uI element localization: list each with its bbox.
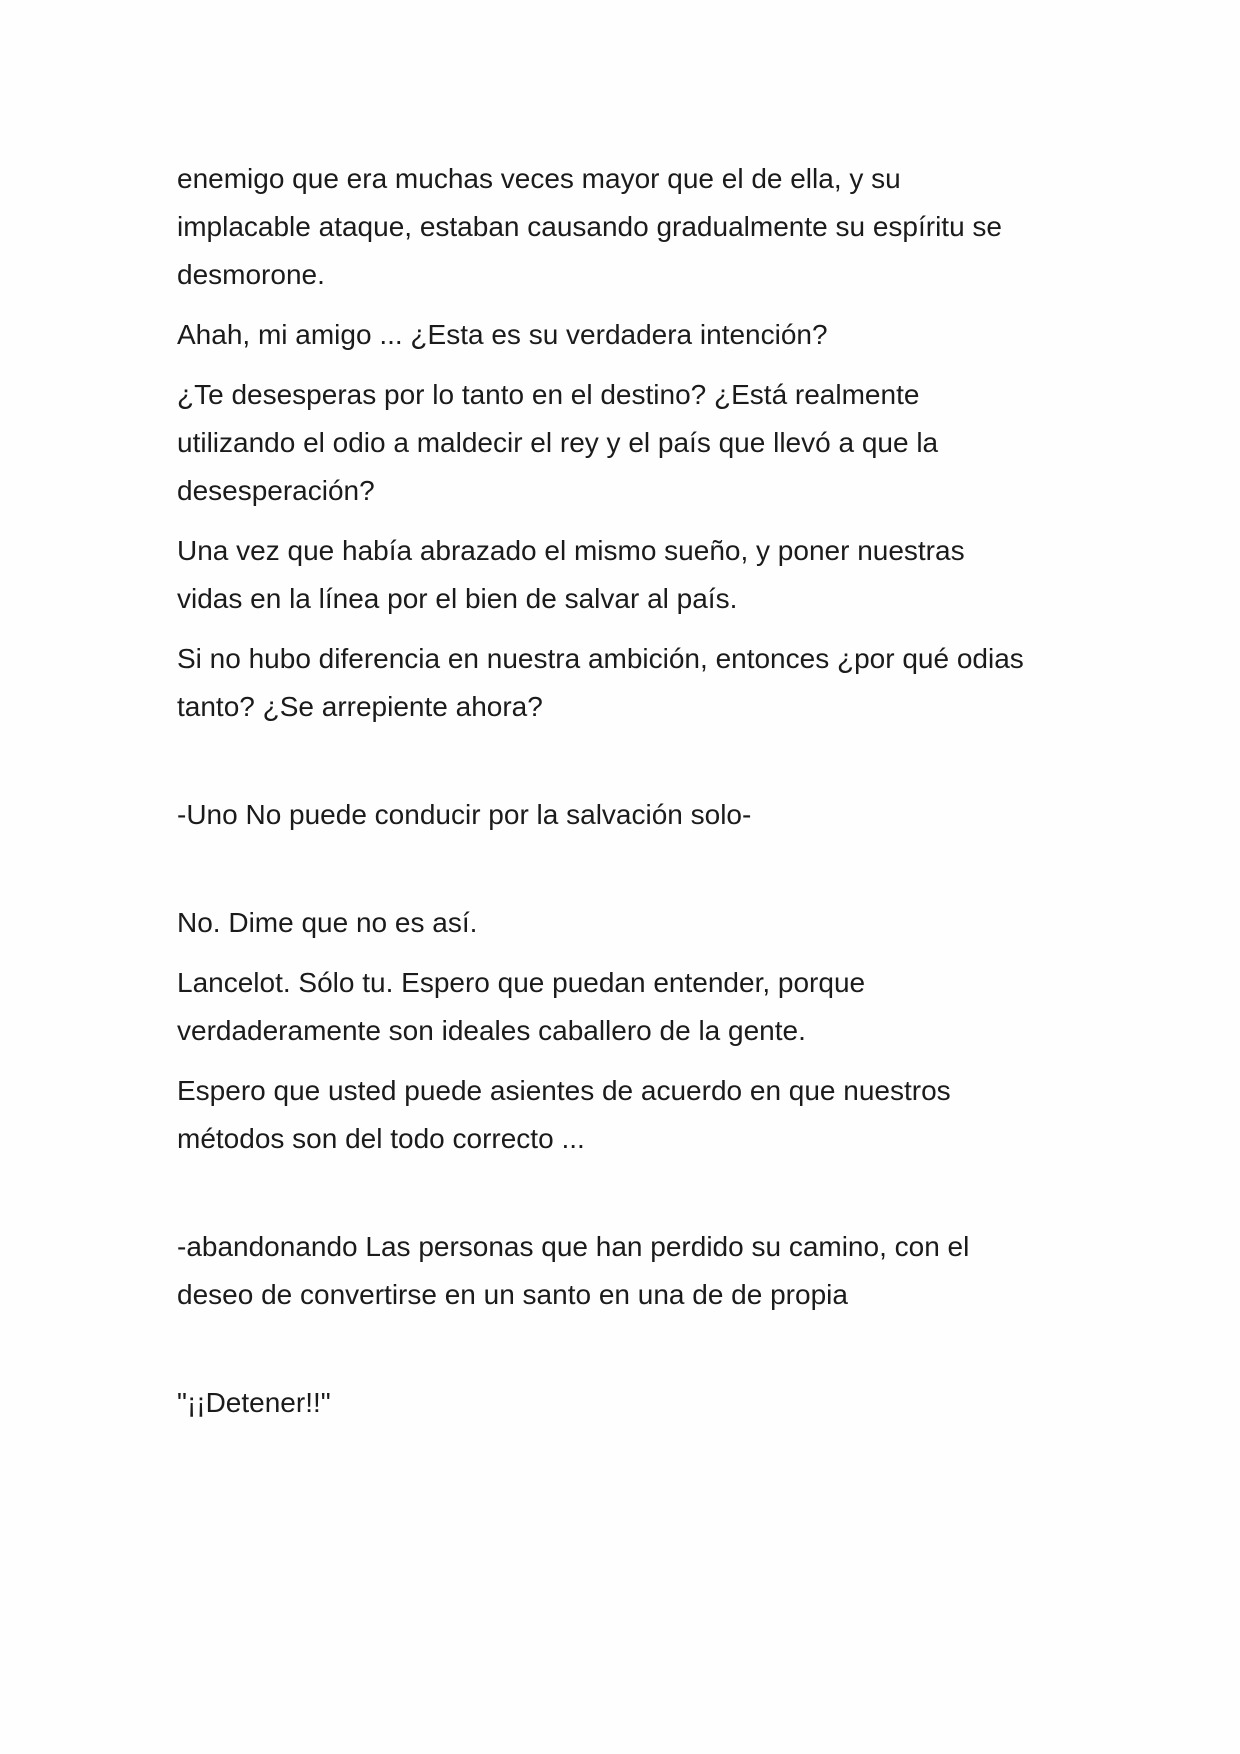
paragraph-line: deseo de convertirse en un santo en una de de propia — [177, 1279, 848, 1310]
paragraph-line: Si no hubo diferencia en nuestra ambición, entonces ¿por qué odias — [177, 643, 1024, 674]
paragraph-line: Espero que usted puede asientes de acuerdo en que nuestros — [177, 1075, 951, 1106]
paragraph — [177, 527, 1077, 623]
paragraph-line: métodos son del todo correcto ... — [177, 1123, 585, 1154]
paragraph-line: implacable ataque, estaban causando gradualmente su espíritu se — [177, 211, 1002, 242]
paragraph-line: verdaderamente son ideales caballero de la gente. — [177, 1015, 806, 1046]
paragraph-line: tanto? ¿Se arrepiente ahora? — [177, 691, 543, 722]
paragraph — [177, 371, 1077, 515]
paragraph-line: Una vez que había abrazado el mismo sueño, y poner nuestras — [177, 535, 965, 566]
paragraph-line: ¿Te desesperas por lo tanto en el destino? ¿Está realmente — [177, 379, 920, 410]
paragraph — [177, 959, 1077, 1055]
paragraph-line: vidas en la línea por el bien de salvar al país. — [177, 583, 738, 614]
paragraph-line: desmorone. — [177, 259, 325, 290]
scene-break-line: -Uno No puede conducir por la salvación solo- — [177, 799, 752, 830]
dialogue-line: "¡¡Detener!!" — [177, 1387, 331, 1418]
paragraph — [177, 155, 1077, 299]
paragraph-line: enemigo que era muchas veces mayor que el de ella, y su — [177, 163, 901, 194]
paragraph — [177, 1067, 1077, 1163]
paragraph-line: desesperación? — [177, 475, 375, 506]
document-body — [177, 155, 1077, 1439]
paragraph-line: Lancelot. Sólo tu. Espero que puedan entender, porque — [177, 967, 866, 998]
paragraph — [177, 635, 1077, 731]
paragraph-line: -abandonando Las personas que han perdido su camino, con el — [177, 1231, 970, 1262]
paragraph — [177, 1223, 1077, 1319]
paragraph: Ahah, mi amigo ... ¿Esta es su verdadera intención? — [177, 319, 828, 350]
paragraph: No. Dime que no es así. — [177, 907, 478, 938]
paragraph-line: utilizando el odio a maldecir el rey y el país que llevó a que la — [177, 427, 939, 458]
